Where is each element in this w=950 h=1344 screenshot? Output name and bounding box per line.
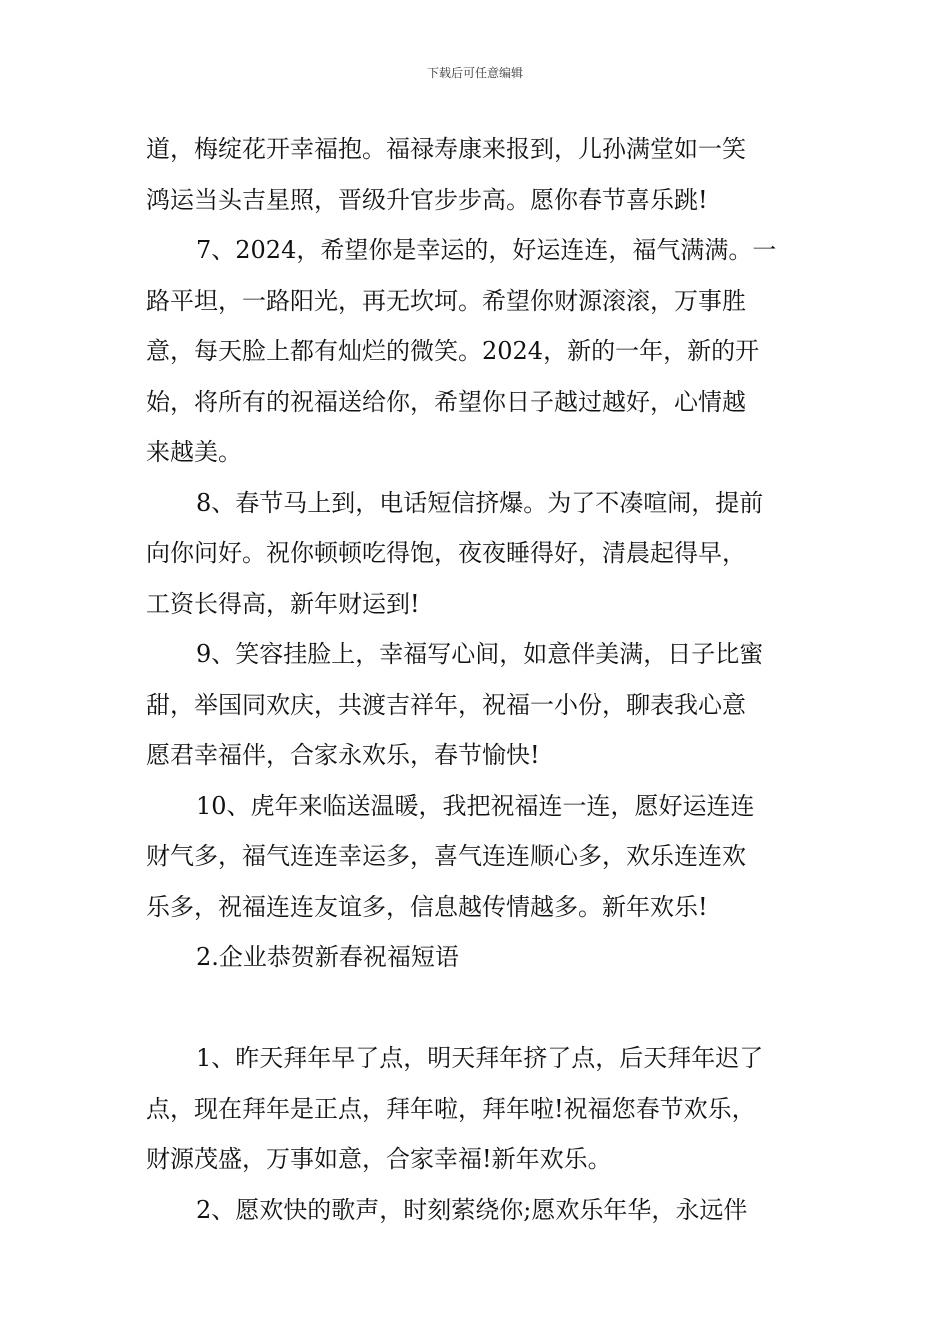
paragraph-start-line: 7、2024，希望你是幸运的，好运连连，福气满满。一: [196, 236, 777, 264]
blank-line: [146, 983, 810, 1034]
text-line: 工资长得高，新年财运到!: [146, 589, 420, 618]
text-line: 意，每天脸上都有灿烂的微笑。2024，新的一年，新的开: [146, 337, 760, 365]
paragraph-start-line: 9、笑容挂脸上，幸福写心间，如意伴美满，日子比蜜: [196, 640, 764, 668]
page-header: 下载后可任意编辑: [426, 66, 523, 80]
text-line: 路平坦，一路阳光，再无坎坷。希望你财源滚滚，万事胜: [146, 286, 746, 315]
text-line: 愿君幸福伴，合家永欢乐，春节愉快!: [146, 741, 540, 769]
text-line: 鸿运当头吉星照，晋级升官步步高。愿你春节喜乐跳!: [146, 185, 708, 214]
text-line: 向你问好。祝你顿顿吃得饱，夜夜睡得好，清晨起得早，: [146, 539, 746, 567]
text-line: 乐多，祝福连连友谊多，信息越传情越多。新年欢乐!: [146, 892, 708, 921]
text-line: 始，将所有的祝福送给你，希望你日子越过越好，心情越: [146, 387, 746, 416]
text-line: 财源茂盛，万事如意，合家幸福!新年欢乐。: [146, 1145, 612, 1173]
paragraph-start-line: 2、愿欢快的歌声，时刻萦绕你;愿欢乐年华，永远伴: [196, 1195, 748, 1224]
text-line: 来越美。: [146, 438, 242, 466]
text-line: 道，梅绽花开幸福抱。福禄寿康来报到，儿孙满堂如一笑: [146, 135, 746, 163]
paragraph-start-line: 1、昨天拜年早了点，明天拜年挤了点，后天拜年迟了: [196, 1044, 764, 1072]
section-heading: 2.企业恭贺新春祝福短语: [196, 943, 459, 971]
paragraph-start-line: 10、虎年来临送温暖，我把祝福连一连，愿好运连连: [196, 791, 755, 820]
document-body: [146, 124, 810, 1235]
text-line: 点，现在拜年是正点，拜年啦，拜年啦!祝福您春节欢乐，: [146, 1094, 756, 1123]
paragraph-start-line: 8、春节马上到，电话短信挤爆。为了不凑喧闹，提前: [196, 488, 764, 517]
text-line: 甜，举国同欢庆，共渡吉祥年，祝福一小份，聊表我心意: [146, 690, 746, 719]
text-line: 财气多，福气连连幸运多，喜气连连顺心多，欢乐连连欢: [146, 842, 746, 870]
